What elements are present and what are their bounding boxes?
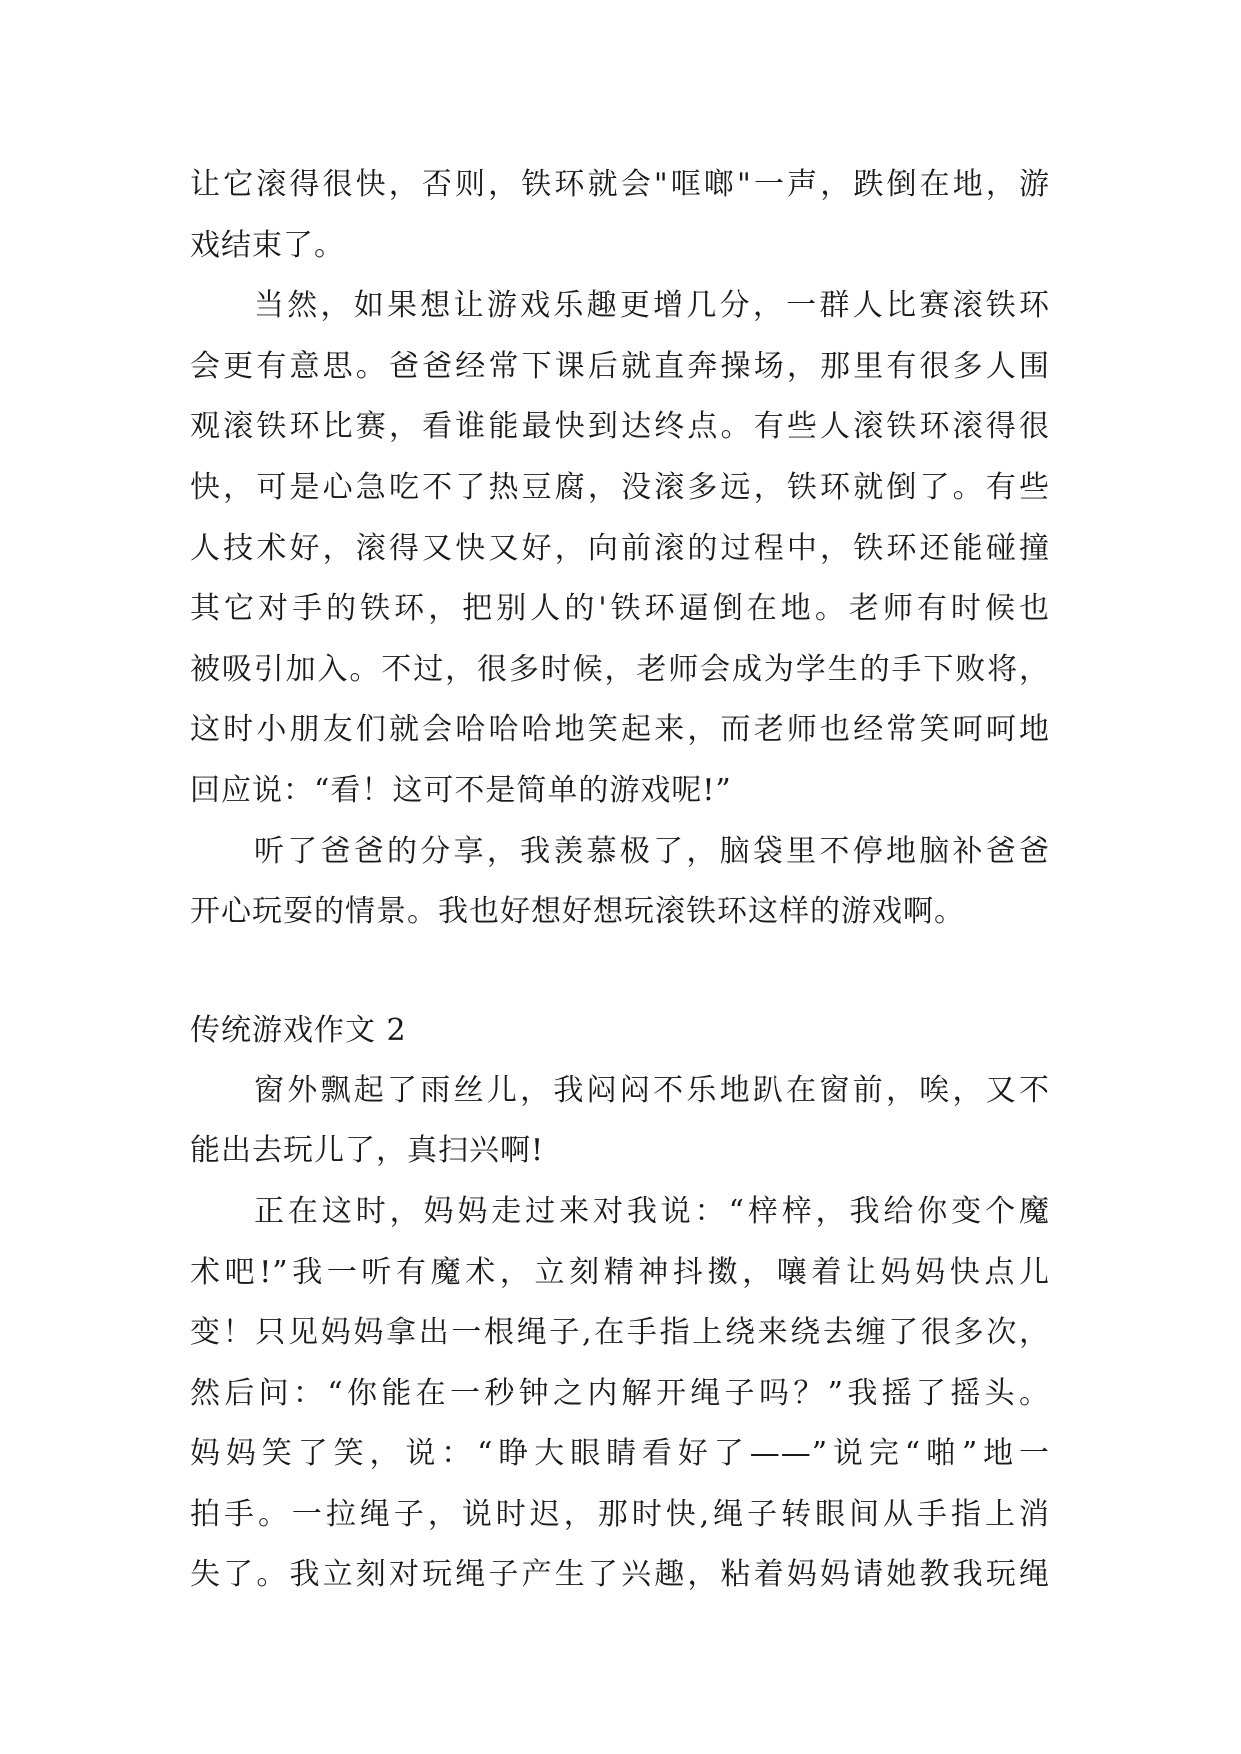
text-line: 术吧!”我一听有魔术，立刻精神抖擞，嚷着让妈妈快点儿 <box>190 1254 1050 1290</box>
text-line: 正在这时，妈妈走过来对我说：“梓梓，我给你变个魔 <box>254 1193 1050 1229</box>
text-line: 然后问：“你能在一秒钟之内解开绳子吗？”我摇了摇头。 <box>190 1375 1050 1411</box>
text-line: 戏结束了。 <box>190 227 345 263</box>
section-heading: 传统游戏作文 2 <box>190 1012 407 1048</box>
text-line: 失了。我立刻对玩绳子产生了兴趣，粘着妈妈请她教我玩绳 <box>190 1557 1050 1593</box>
text-line: 拍手。一拉绳子，说时迟，那时快,绳子转眼间从手指上消 <box>190 1496 1050 1532</box>
text-line: 窗外飘起了雨丝儿，我闷闷不乐地趴在窗前，唉，又不 <box>254 1072 1050 1108</box>
text-line: 会更有意思。爸爸经常下课后就直奔操场，那里有很多人围 <box>190 348 1050 384</box>
paragraph-magic <box>190 1182 1050 1606</box>
text-line: 观滚铁环比赛，看谁能最快到达终点。有些人滚铁环滚得很 <box>190 409 1050 445</box>
text-line: 变！只见妈妈拿出一根绳子,在手指上绕来绕去缠了很多次， <box>190 1315 1050 1351</box>
paragraph-competition <box>190 276 1050 821</box>
text-line: 当然，如果想让游戏乐趣更增几分，一群人比赛滚铁环 <box>254 288 1050 324</box>
paragraph-envy <box>190 822 1050 943</box>
text-line: 让它滚得很快，否则，铁环就会"哐啷"一声，跌倒在地，游 <box>190 167 1050 202</box>
paragraph-continuation <box>190 155 1050 276</box>
text-line: 这时小朋友们就会哈哈哈地笑起来，而老师也经常笑呵呵地 <box>190 712 1050 748</box>
text-line: 人技术好，滚得又快又好，向前滚的过程中，铁环还能碰撞 <box>190 530 1050 566</box>
text-line: 其它对手的铁环，把别人的'铁环逼倒在地。老师有时候也 <box>190 591 1050 627</box>
text-line: 能出去玩儿了，真扫兴啊! <box>190 1133 545 1169</box>
text-line: 被吸引加入。不过，很多时候，老师会成为学生的手下败将， <box>190 651 1050 687</box>
paragraph-rain <box>190 1061 1050 1182</box>
text-line: 妈妈笑了笑，说：“睁大眼睛看好了——”说完“啪”地一 <box>190 1436 1050 1472</box>
text-line: 听了爸爸的分享，我羡慕极了，脑袋里不停地脑补爸爸 <box>254 833 1050 869</box>
document-body <box>190 155 1050 1606</box>
text-line: 回应说：“看！这可不是简单的游戏呢!” <box>190 772 732 808</box>
text-line: 快，可是心急吃不了热豆腐，没滚多远，铁环就倒了。有些 <box>190 469 1050 505</box>
section-spacer <box>190 943 1050 1001</box>
text-line: 开心玩耍的情景。我也好想好想玩滚铁环这样的游戏啊。 <box>190 894 965 930</box>
